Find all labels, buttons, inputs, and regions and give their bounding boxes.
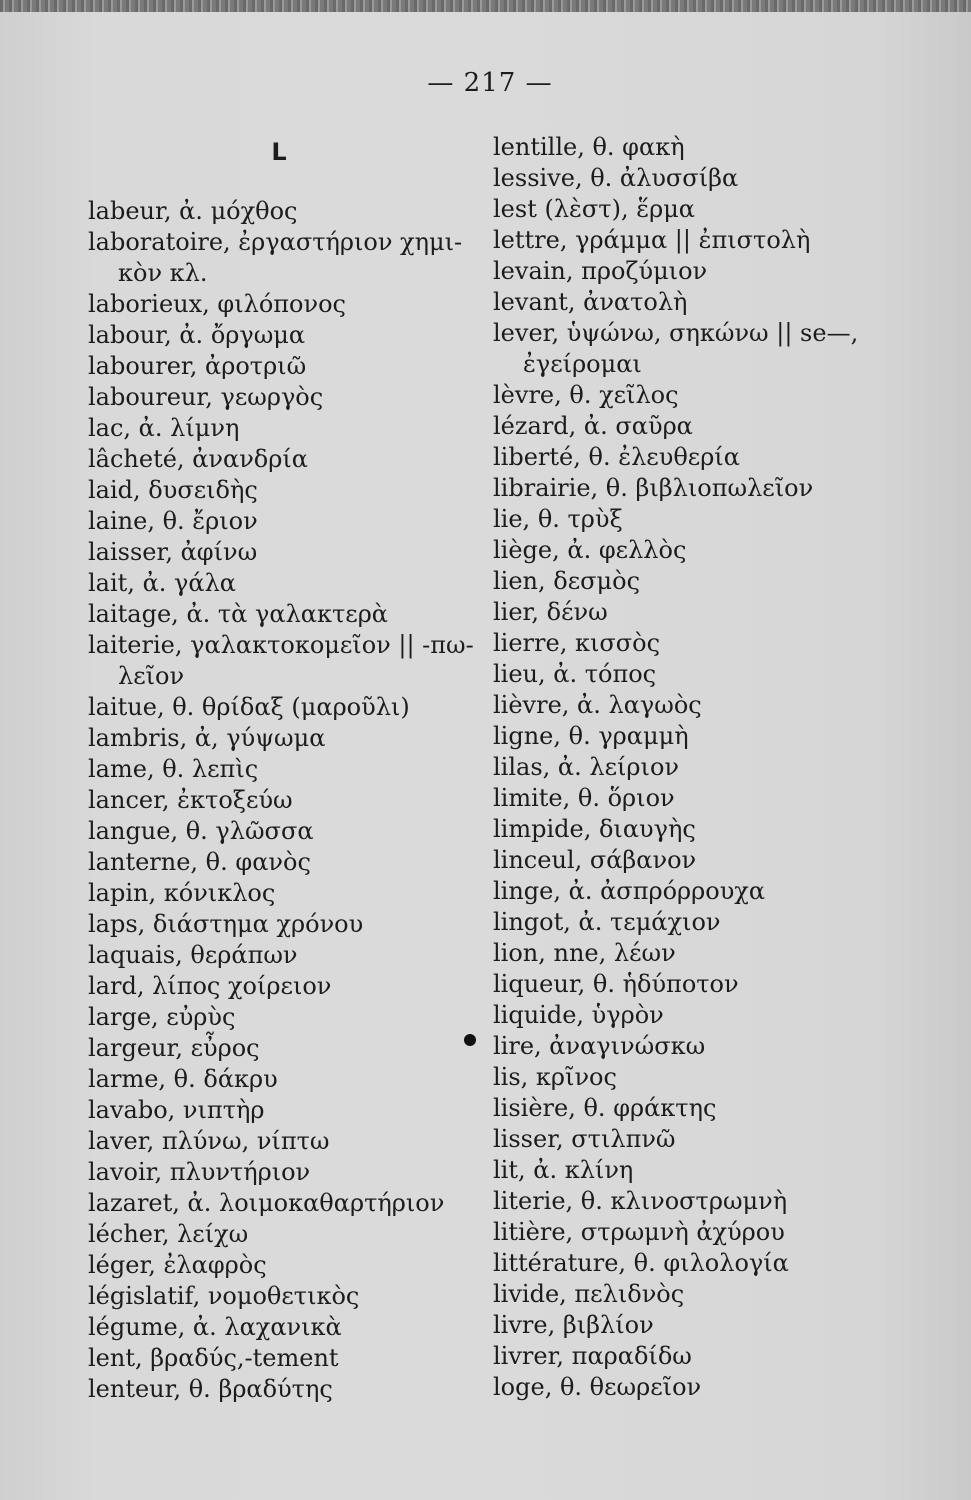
dictionary-entry: lentille, θ. φακὴ: [493, 133, 685, 161]
dictionary-entry: lessive, θ. ἀλυσσίβα: [493, 164, 739, 192]
dictionary-entry: labeur, ἀ. μόχθος: [88, 197, 298, 225]
dictionary-entry: lèvre, θ. χεῖλος: [493, 381, 679, 409]
dictionary-entry: lazaret, ἀ. λοιμοκαθαρτήριον: [88, 1189, 445, 1217]
dictionary-entry: laborieux, φιλόπονος: [88, 290, 346, 318]
page-number: — 217 —: [427, 68, 553, 98]
dictionary-entry: livrer, παραδίδω: [493, 1342, 692, 1370]
dictionary-entry: livide, πελιδνὸς: [493, 1280, 685, 1308]
dictionary-entry: livre, βιβλίον: [493, 1311, 654, 1339]
dictionary-entry: lenteur, θ. βραδύτης: [88, 1375, 333, 1403]
dictionary-entry: lac, ἀ. λίμνη: [88, 414, 240, 442]
dictionary-entry: léger, ἐλαφρὸς: [88, 1251, 267, 1279]
dictionary-entry: lait, ἀ. γάλα: [88, 569, 236, 597]
dictionary-entry: laps, διάστημα χρόνου: [88, 910, 364, 938]
left-column: [88, 196, 480, 1405]
dictionary-entry: lettre, γράμμα || ἐπιστολὴ: [493, 226, 811, 254]
dictionary-entry: lierre, κισσὸς: [493, 629, 661, 657]
dictionary-entry: lapin, κόνικλος: [88, 879, 276, 907]
dictionary-entry: liberté, θ. ἐλευθερία: [493, 443, 740, 471]
entry-continuation: ἐγείρομαι: [523, 350, 642, 378]
dictionary-entry: lièvre, ἀ. λαγωὸς: [493, 691, 702, 719]
dictionary-entry: lisser, στιλπνῶ: [493, 1125, 676, 1153]
dictionary-entry: litière, στρωμνὴ ἀχύρου: [493, 1218, 785, 1246]
dictionary-entry: librairie, θ. βιβλιοπωλεῖον: [493, 474, 814, 502]
dictionary-entry: linceul, σάβανον: [493, 846, 697, 874]
dictionary-entry: laiterie, γαλακτοκομεῖον || -πω-: [88, 631, 474, 659]
dictionary-entry: lest (λὲστ), ἕρμα: [493, 195, 695, 223]
dictionary-entry: labour, ἀ. ὄργωμα: [88, 321, 306, 349]
entry-continuation: κὸν κλ.: [118, 259, 208, 287]
dictionary-entry: limite, θ. ὅριον: [493, 784, 675, 812]
dictionary-entry: laquais, θεράπων: [88, 941, 298, 969]
dictionary-entry: labourer, ἀροτριῶ: [88, 352, 307, 380]
right-column: [493, 132, 933, 1403]
dictionary-entry: loge, θ. θεωρεῖον: [493, 1373, 702, 1401]
dictionary-entry: laitue, θ. θρίδαξ (μαροῦλι): [88, 693, 410, 721]
dictionary-entry: lier, δένω: [493, 598, 608, 626]
dictionary-entry: laisser, ἀφίνω: [88, 538, 258, 566]
dictionary-entry: lilas, ἀ. λείριον: [493, 753, 679, 781]
dictionary-entry: laboratoire, ἐργαστήριον χημι-: [88, 228, 463, 256]
dictionary-entry: lisière, θ. φράκτης: [493, 1094, 717, 1122]
dictionary-entry: lanterne, θ. φανὸς: [88, 848, 311, 876]
dictionary-entry: large, εὐρὺς: [88, 1003, 236, 1031]
dictionary-entry: largeur, εὖρος: [88, 1034, 260, 1062]
dictionary-entry: législatif, νομοθετικὸς: [88, 1282, 360, 1310]
dictionary-entry: liqueur, θ. ἡδύποτον: [493, 970, 739, 998]
scan-edge-strip: [0, 0, 971, 12]
dictionary-entry: lécher, λείχω: [88, 1220, 249, 1248]
dictionary-entry: laboureur, γεωργὸς: [88, 383, 324, 411]
ink-spot: [464, 1034, 476, 1046]
dictionary-entry: lancer, ἐκτοξεύω: [88, 786, 293, 814]
dictionary-entry: laver, πλύνω, νίπτω: [88, 1127, 330, 1155]
dictionary-entry: lie, θ. τρὺξ: [493, 505, 623, 533]
dictionary-entry: laine, θ. ἔριον: [88, 507, 258, 535]
dictionary-entry: lever, ὑψώνω, σηκώνω || se—,: [493, 319, 859, 347]
dictionary-entry: lard, λίπος χοίρειον: [88, 972, 332, 1000]
dictionary-entry: légume, ἀ. λαχανικὰ: [88, 1313, 342, 1341]
dictionary-entry: ligne, θ. γραμμὴ: [493, 722, 689, 750]
dictionary-entry: lame, θ. λεπὶς: [88, 755, 259, 783]
dictionary-entry: literie, θ. κλινοστρωμνὴ: [493, 1187, 788, 1215]
dictionary-entry: littérature, θ. φιλολογία: [493, 1249, 789, 1277]
dictionary-entry: linge, ἀ. ἀσπρόρρουχα: [493, 877, 766, 905]
dictionary-entry: larme, θ. δάκρυ: [88, 1065, 278, 1093]
dictionary-entry: lambris, ἀ, γύψωμα: [88, 724, 326, 752]
dictionary-entry: liquide, ὑγρὸν: [493, 1001, 664, 1029]
dictionary-entry: lent, βραδύς,-tement: [88, 1344, 339, 1372]
dictionary-entry: levant, ἀνατολὴ: [493, 288, 688, 316]
dictionary-entry: lis, κρῖνος: [493, 1063, 617, 1091]
dictionary-entry: laitage, ἀ. τὰ γαλακτερὰ: [88, 600, 389, 628]
dictionary-entry: lingot, ἀ. τεμάχιον: [493, 908, 721, 936]
dictionary-entry: lézard, ἀ. σαῦρα: [493, 412, 693, 440]
dictionary-entry: lit, ἀ. κλίνη: [493, 1156, 634, 1184]
dictionary-entry: lire, ἀναγινώσκω: [493, 1032, 706, 1060]
dictionary-entry: lieu, ἀ. τόπος: [493, 660, 657, 688]
dictionary-entry: limpide, διαυγὴς: [493, 815, 696, 843]
dictionary-entry: lion, nne, λέων: [493, 939, 676, 967]
dictionary-entry: lavabo, νιπτὴρ: [88, 1096, 265, 1124]
dictionary-entry: langue, θ. γλῶσσα: [88, 817, 314, 845]
dictionary-entry: laid, δυσειδὴς: [88, 476, 258, 504]
dictionary-entry: liège, ἀ. φελλὸς: [493, 536, 687, 564]
dictionary-entry: lien, δεσμὸς: [493, 567, 641, 595]
dictionary-entry: lavoir, πλυντήριον: [88, 1158, 311, 1186]
dictionary-entry: lâcheté, ἀνανδρία: [88, 445, 308, 473]
section-letter-heading: L: [271, 138, 287, 166]
dictionary-entry: levain, προζύμιον: [493, 257, 708, 285]
entry-continuation: λεῖον: [118, 662, 185, 690]
